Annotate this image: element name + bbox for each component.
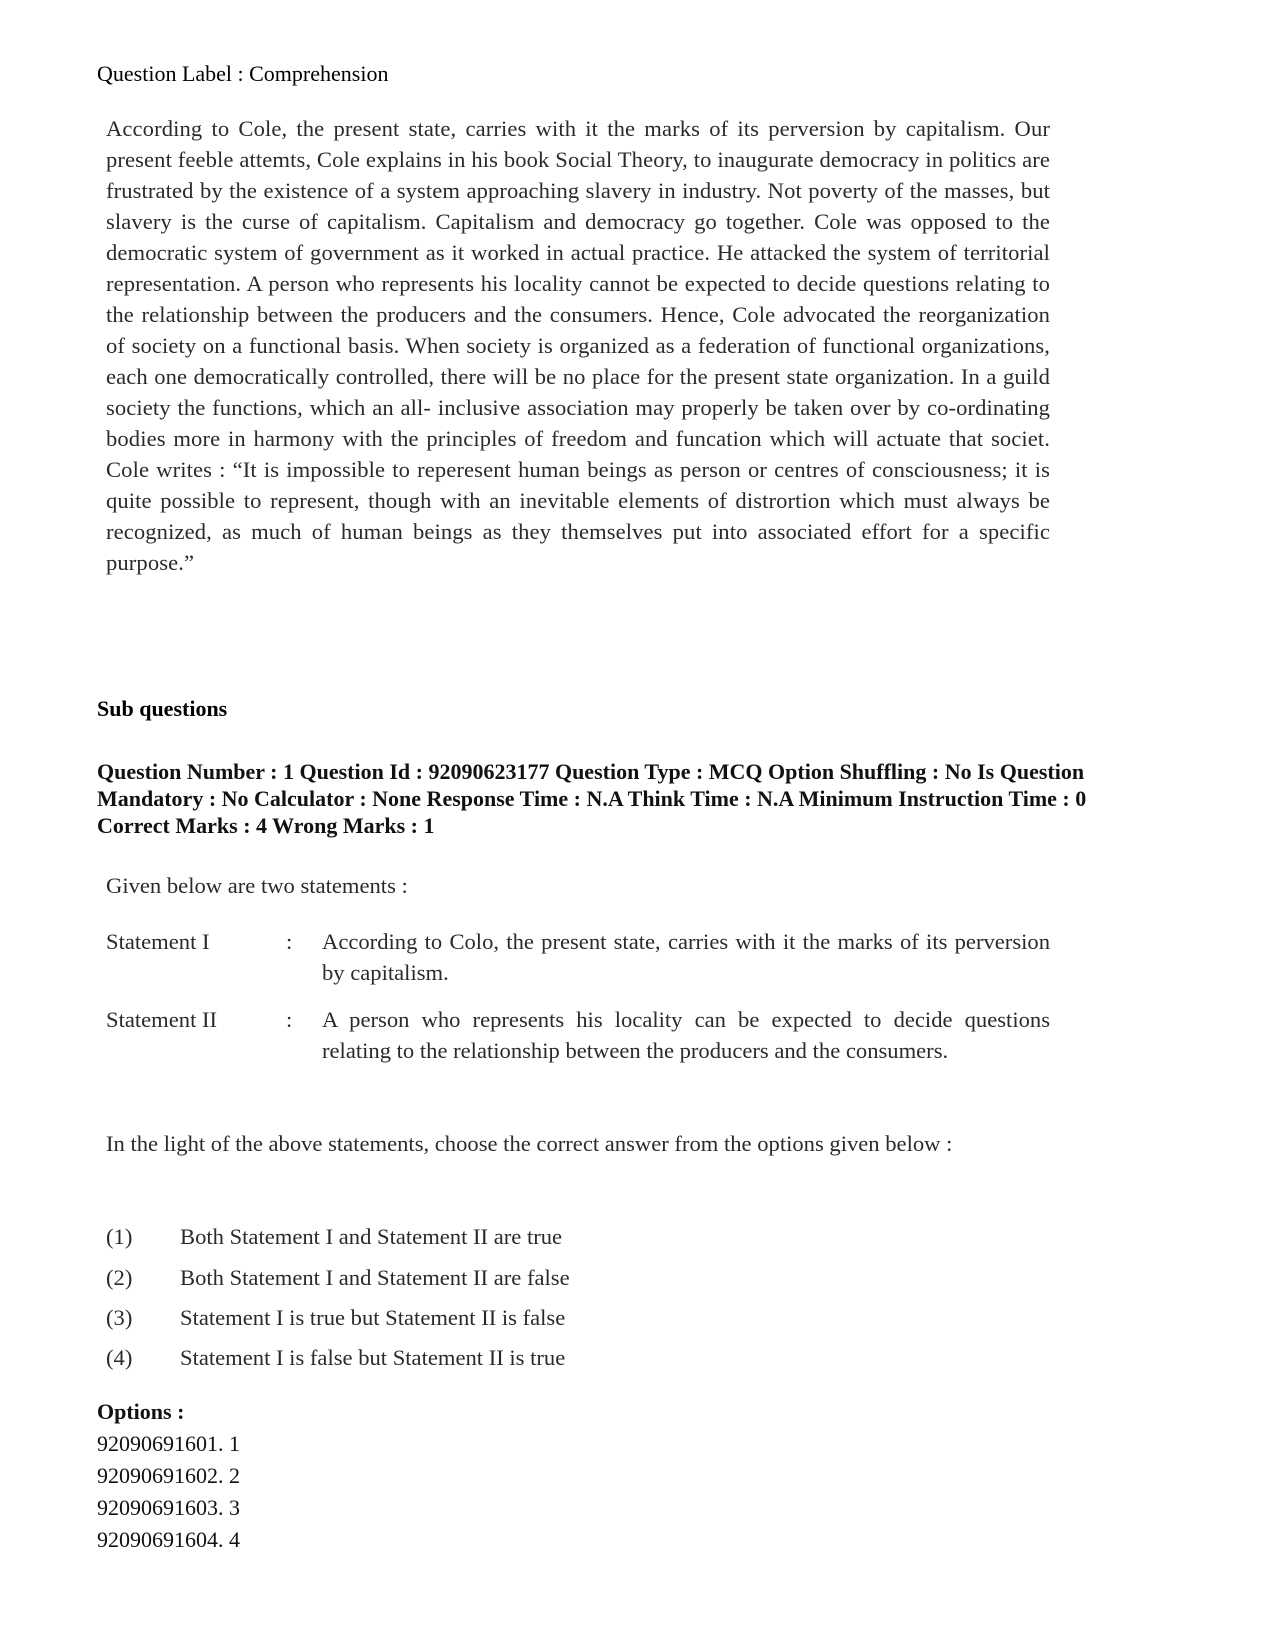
statement-text: According to Colo, the present state, carries with it the marks of its perversion by capitalism.: [322, 929, 1050, 985]
statement-label: Statement II: [106, 1007, 218, 1032]
option-item: 92090691601. 1: [97, 1431, 240, 1456]
question-label: Question Label : Comprehension: [97, 61, 389, 86]
choice-number: (4): [106, 1345, 133, 1370]
passage-paragraph: According to Cole, the present state, carries with it the marks of its perversion by capitalism. Our present feeble attemts, Cole explains in his book Social Theory, to inaugurate democracy in politics are frustrated by the existence of a system approaching slavery in industry. Not poverty of the masses, but slavery is the curse of capitalism. Capitalism and democracy go together. Cole was opposed to the democratic system of government as it worked in actual practice. He attacked the system of territorial representation. A person who represents his locality cannot be expected to decide questions relating to the relationship between the producers and the consumers. Hence, Cole advocated the reorganization of society on a functional basis. When society is organized as a federation of functional organizations, each one democratically controlled, there will be no place for the present state organization. In a guild society the functions, which an all- inclusive association may properly be taken over by co-ordinating bodies more in harmony with the principles of freedom and funcation which will actuate that societ. Cole writes : “It is impossible to reperesent human beings as person or centres of consciousness; it is quite possible to represent, though with an inevitable elements of distrortion which must always be recognized, as much of human beings as they themselves put into associated effort for a specific purpose.”: [106, 116, 1050, 575]
statement-label: Statement I: [106, 929, 210, 954]
statement-separator: :: [286, 1007, 293, 1032]
question-meta-line: Correct Marks : 4 Wrong Marks : 1: [97, 813, 435, 838]
option-item: 92090691604. 4: [97, 1527, 240, 1552]
choice-text: Both Statement I and Statement II are true: [180, 1224, 563, 1249]
choice-number: (3): [106, 1305, 133, 1330]
choice-number: (2): [106, 1265, 133, 1290]
question-meta-line: Mandatory : No Calculator : None Response Time : N.A Think Time : N.A Minimum Instruction Time : 0: [97, 786, 1087, 811]
question-meta-line: Question Number : 1 Question Id : 92090623177 Question Type : MCQ Option Shuffling : No Is Question: [97, 759, 1085, 784]
option-item: 92090691603. 3: [97, 1495, 240, 1520]
question-meta: [97, 758, 1197, 839]
choice-text: Statement I is false but Statement II is true: [180, 1345, 566, 1370]
statement-text: A person who represents his locality can be expected to decide questions relating to the relationship between the producers and the consumers.: [322, 1007, 1050, 1063]
sub-questions-heading: Sub questions: [97, 696, 228, 721]
options-heading: Options :: [97, 1399, 185, 1424]
option-item: 92090691602. 2: [97, 1463, 240, 1488]
choice-text: Statement I is true but Statement II is false: [180, 1305, 566, 1330]
statements-intro: Given below are two statements :: [106, 873, 408, 898]
choice-text: Both Statement I and Statement II are false: [180, 1265, 570, 1290]
comprehension-passage: [106, 113, 1050, 578]
choice-number: (1): [106, 1224, 133, 1249]
statement-separator: :: [286, 929, 293, 954]
question-instruction: In the light of the above statements, choose the correct answer from the options given below :: [106, 1131, 953, 1156]
